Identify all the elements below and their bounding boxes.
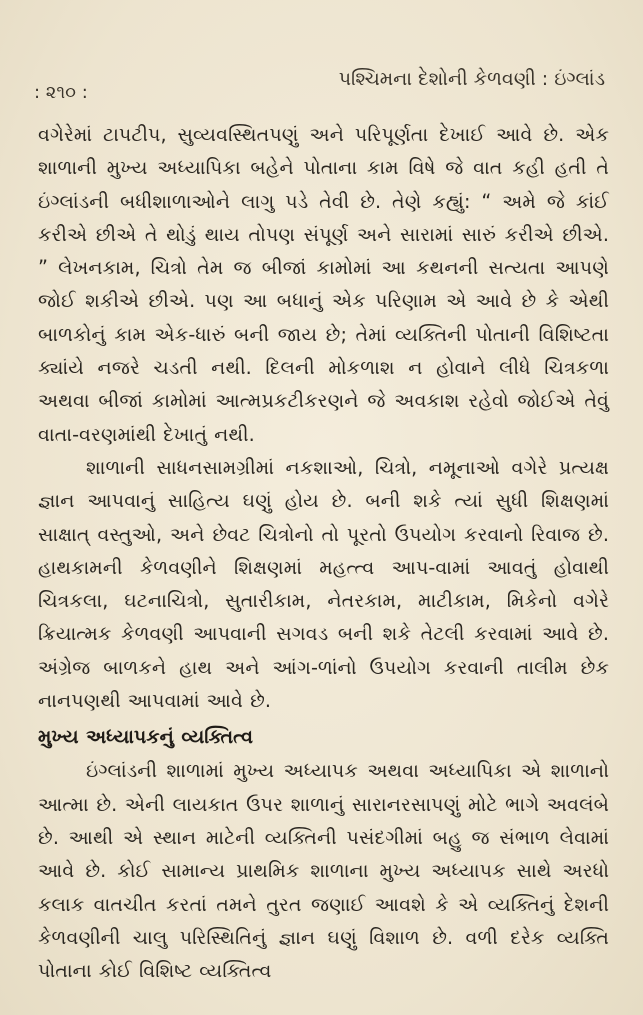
section-heading: મુખ્ય અધ્યાપકનું વ્યક્તિત્વ xyxy=(38,726,253,749)
running-title: પશ્ચિમના દેશોની કેળવણી : ઇંગ્લાંડ xyxy=(338,68,605,90)
paragraph-2: શાળાની સાધનસામગ્રીમાં નકશાઓ, ચિત્રો, નમૂનાઓ વગેરે પ્રત્યક્ષ જ્ઞાન આપવાનું સાહિત્ય ઘણું હોય છે. બની શકે ત્યાં સુધી શિક્ષણમાં સાક્ષાત્ વસ્તુઓ, અને છેવટ ચિત્રોનો તો પૂરતો ઉપયોગ કરવાનો રિવાજ છે. હાથકામની કેળવણીને શિક્ષણમાં મહત્ત્વ આપ-વામાં આવતું હોવાથી ચિત્રકલા, ઘટનાચિત્રો, સુતારીકામ, નેતરકામ, માટીકામ, મિકેનો વગેરે ક્રિયાત્મક કેળવણી આપવાની સગવડ બની શકે તેટલી કરવામાં આવે છે. અંગ્રેજ બાળકને હાથ અને આંગ-ળાંનો ઉપયોગ કરવાની તાલીમ છેક નાનપણથી આપવામાં આવે છે. xyxy=(38,455,609,713)
section-paragraph: ઇંગ્લાંડની શાળામાં મુખ્ય અધ્યાપક અથવા અધ્યાપિકા એ શાળાનો આત્મા છે. એની લાયકાત ઉપર શાળાનું સારાનરસાપણું મોટે ભાગે અવલંબે છે. આથી એ સ્થાન માટેની વ્યક્તિની પસંદગીમાં બહુ જ સંભાળ લેવામાં આવે છે. કોઈ સામાન્ય પ્રાથમિક શાળાના મુખ્ય અધ્યાપક સાથે અરધો કલાક વાતચીત કરતાં તમને તુરત જણાઈ આવશે કે એ વ્યક્તિનું દેશની કેળવણીની ચાલુ પરિસ્થિતિનું જ્ઞાન ઘણું વિશાળ છે. વળી દરેક વ્યક્તિ પોતાના કોઈ વિશિષ્ટ વ્યક્તિત્વ xyxy=(38,759,609,983)
page-header xyxy=(34,68,605,108)
paragraph-1: વગેરેમાં ટાપટીપ, સુવ્યવસ્થિતપણું અને પરિપૂર્ણતા દેખાઈ આવે છે. એક શાળાની મુખ્ય અધ્યાપિકા બહેને પોતાના કામ વિષે જે વાત કહી હતી તે ઇંગ્લાંડની બધીશાળાઓને લાગુ પડે તેવી છે. તેણે કહ્યું: “ અમે જે કાંઈ કરીએ છીએ તે થોડું થાય તોપણ સંપૂર્ણ અને સારામાં સારું કરીએ છીએ. ” લેખનકામ, ચિત્રો તેમ જ બીજાં કામોમાં આ કથનની સત્યતા આપણે જોઈ શકીએ છીએ. પણ આ બધાનું એક પરિણામ એ આવે છે કે એથી બાળકોનું કામ એક-ધારું બની જાય છે; તેમાં વ્યક્તિની પોતાની વિશિષ્ટતા ક્યાંયે નજરે ચડતી નથી. દિલની મોકળાશ ન હોવાને લીધે ચિત્રકળા અથવા બીજાં કામોમાં આત્મપ્રકટીકરણને જે અવકાશ રહેવો જોઈએ તેવું વાતા-વરણમાંથી દેખાતું નથી. xyxy=(38,123,609,446)
body-text xyxy=(38,118,609,987)
page-number: : ૨૧૦ : xyxy=(34,82,88,103)
